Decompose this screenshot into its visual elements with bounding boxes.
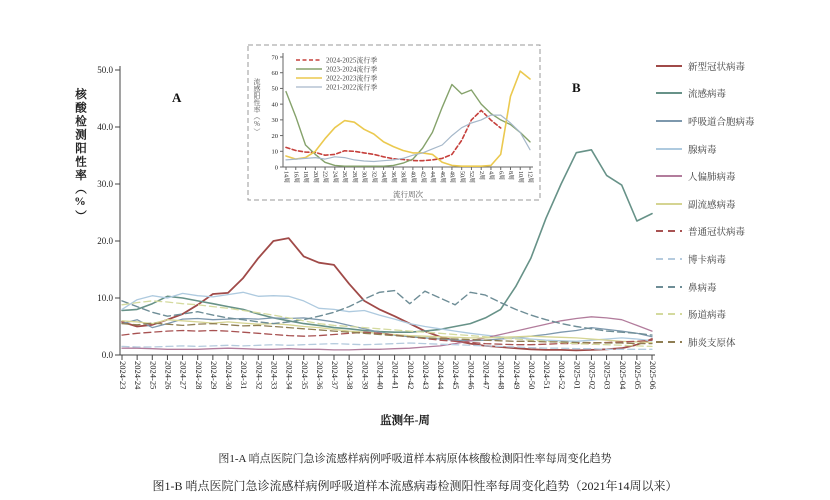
main-x-tick-label: 2024-35 [299,361,310,390]
legend-label: 肺炎支原体 [688,338,736,349]
inset-y-axis-title: 流感阳性率（%） [253,78,261,135]
inset-legend-label: 2021-2022流行季 [326,83,378,92]
inset-x-tick-label: 22周 [321,171,328,184]
inset-x-tick-label: 28周 [350,171,357,184]
inset-x-tick-label: 32周 [370,171,377,184]
inset-legend-label: 2023-2024流行季 [326,65,378,74]
main-x-tick-label: 2025-03 [602,361,613,390]
inset-x-tick-label: 10周 [516,171,523,184]
legend-label: 副流感病毒 [688,200,736,211]
legend-label: 腺病毒 [688,145,717,156]
legend-line-sample [656,258,682,260]
main-x-tick-label: 2024-31 [239,361,250,390]
inset-x-tick-label: 42周 [419,171,426,184]
main-x-tick-label: 2024-26 [163,361,174,390]
main-x-tick-label: 2024-42 [405,361,416,390]
main-x-tick-label: 2025-05 [632,361,643,390]
legend-item [656,107,826,135]
main-legend [656,52,826,356]
legend-item [656,328,826,356]
inset-x-tick-label: 34周 [380,171,387,184]
legend-label: 新型冠状病毒 [688,62,746,73]
legend-line-sample [656,65,682,67]
main-x-tick-label: 2024-52 [557,361,568,390]
inset-x-axis-title: 流行周次 [393,190,423,199]
legend-line-sample [656,313,682,315]
main-x-tick-label: 2024-29 [208,361,219,390]
main-x-tick-label: 2024-23 [118,361,129,390]
legend-item [656,218,826,246]
main-x-tick-label: 2024-33 [269,361,280,390]
main-x-tick-label: 2024-41 [390,361,401,390]
legend-line-sample [656,175,682,177]
legend-line-sample [656,120,682,122]
inset-x-tick-label: 6周 [497,171,504,181]
inset-x-tick-label: 8周 [507,171,514,181]
main-x-tick-label: 2024-27 [178,361,189,390]
main-x-tick-label: 2024-45 [451,361,462,390]
main-x-tick-label: 2025-04 [617,361,628,390]
inset-y-tick-label: 20 [271,132,278,140]
main-x-tick-label: 2024-28 [193,361,204,390]
inset-x-tick-label: 38周 [399,171,406,184]
legend-label: 流感病毒 [688,90,727,101]
main-x-tick-label: 2024-44 [436,361,447,390]
main-y-tick-label: 0.0 [101,350,113,361]
inset-series-line [286,110,501,160]
legend-item [656,245,826,273]
inset-x-tick-label: 4周 [487,171,494,181]
inset-x-tick-label: 26周 [341,171,348,184]
main-x-tick-label: 2024-43 [420,361,431,390]
legend-item [656,80,826,108]
main-x-tick-label: 2024-32 [254,361,265,390]
main-x-tick-label: 2025-01 [572,361,583,390]
inset-x-tick-label: 40周 [409,171,416,184]
legend-line-sample [656,203,682,205]
inset-series-line [286,115,530,161]
main-x-tick-label: 2024-39 [360,361,371,390]
main-x-tick-label: 2025-06 [648,361,659,390]
main-x-tick-label: 2024-36 [314,361,325,390]
inset-y-tick-label: 50 [271,85,278,93]
main-x-tick-label: 2024-46 [466,361,477,390]
inset-y-tick-label: 30 [271,117,278,125]
panel-b-label: B [572,80,581,95]
inset-x-tick-label: 2周 [477,171,484,181]
main-x-tick-label: 2024-40 [375,361,386,390]
inset-x-tick-label: 44周 [429,171,436,184]
legend-line-sample [656,230,682,232]
inset-legend-label: 2022-2023流行季 [326,74,378,83]
main-x-tick-label: 2024-47 [481,361,492,390]
legend-item [656,300,826,328]
inset-x-tick-label: 50周 [458,171,465,184]
legend-label: 肠道病毒 [688,311,727,322]
main-x-tick-label: 2024-48 [496,361,507,390]
inset-x-tick-label: 12周 [526,171,533,184]
legend-item [656,162,826,190]
legend-item [656,273,826,301]
inset-x-tick-label: 18周 [302,171,309,184]
inset-series-line [286,85,530,167]
caption-figure-1b: 图1-B 哨点医院门急诊流感样病例呼吸道样本流感病毒检测阳性率每周变化趋势（2021年14周以来） [152,479,678,493]
panel-a-label: A [172,90,182,105]
main-x-tick-label: 2024-30 [224,361,235,390]
legend-line-sample [656,148,682,150]
main-y-axis-title: 核酸检测阳性率（%） [74,88,86,224]
legend-item [656,190,826,218]
inset-x-tick-label: 14周 [282,171,289,184]
main-x-tick-label: 2024-49 [511,361,522,390]
legend-label: 鼻病毒 [688,283,717,294]
inset-x-tick-label: 52周 [468,171,475,184]
main-x-tick-label: 2024-38 [345,361,356,390]
main-y-tick-label: 30.0 [97,179,113,190]
main-y-tick-label: 50.0 [97,65,113,76]
legend-item [656,135,826,163]
main-x-tick-label: 2025-02 [587,361,598,390]
inset-x-tick-label: 36周 [389,171,396,184]
caption-figure-1a: 图1-A 哨点医院门急诊流感样病例呼吸道样本病原体核酸检测阳性率每周变化趋势 [218,453,612,465]
legend-label: 普通冠状病毒 [688,228,746,239]
inset-legend-label: 2024-2025流行季 [326,56,378,65]
main-x-tick-label: 2024-34 [284,361,295,390]
inset-x-tick-label: 16周 [292,171,299,184]
inset-y-tick-label: 40 [271,101,278,109]
main-x-tick-label: 2024-50 [526,361,537,390]
inset-x-tick-label: 46周 [438,171,445,184]
legend-line-sample [656,92,682,94]
inset-y-tick-label: 60 [271,69,278,77]
inset-x-tick-label: 20周 [311,171,318,184]
legend-label: 呼吸道合胞病毒 [688,117,755,128]
legend-item [656,52,826,80]
main-y-tick-label: 20.0 [97,236,113,247]
main-y-tick-label: 40.0 [97,122,113,133]
main-x-tick-label: 2024-25 [148,361,159,390]
main-x-tick-label: 2024-51 [542,361,553,390]
legend-line-sample [656,286,682,288]
inset-x-tick-label: 48周 [448,171,455,184]
main-x-tick-label: 2024-37 [330,361,341,390]
main-x-tick-label: 2024-24 [133,361,144,390]
inset-x-tick-label: 30周 [360,171,367,184]
legend-label: 博卡病毒 [688,255,727,266]
main-y-tick-label: 10.0 [97,293,113,304]
legend-line-sample [656,341,682,343]
inset-y-tick-label: 70 [271,54,278,62]
main-x-axis-title: 监测年-周 [380,415,430,427]
inset-y-tick-label: 0 [274,164,278,172]
inset-y-tick-label: 10 [271,148,278,156]
inset-x-tick-label: 24周 [331,171,338,184]
inset-series-line [286,71,530,166]
legend-label: 人偏肺病毒 [688,173,736,184]
